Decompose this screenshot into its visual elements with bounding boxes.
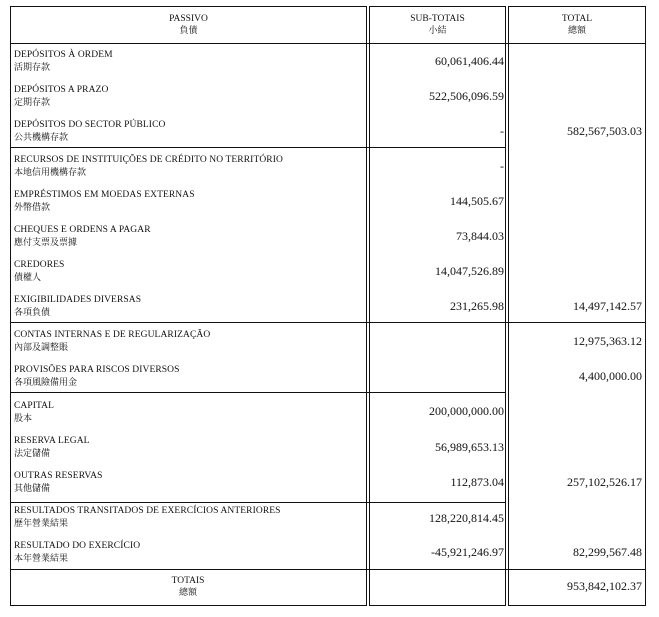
totals-label-pt: TOTAIS: [171, 576, 205, 586]
row-subtotal: -: [500, 159, 504, 173]
row-label-pt: DEPÓSITOS DO SECTOR PÚBLICO: [14, 120, 166, 130]
row-subtotal: 73,844.03: [456, 229, 504, 243]
passivo-header-label: PASSIVO: [169, 14, 208, 24]
row-label-zh: 其他儲備: [14, 484, 51, 494]
row-label-pt: CHEQUES E ORDENS A PAGAR: [14, 225, 151, 235]
row-label-pt: OUTRAS RESERVAS: [14, 471, 103, 481]
row-subtotal: 112,873.04: [450, 475, 504, 489]
row-label-zh: 內部及調整賬: [14, 343, 69, 353]
row-label-zh: 活期存款: [14, 63, 51, 73]
row-label: [14, 294, 141, 320]
row-label: [14, 505, 281, 531]
row-total: 582,567,503.03: [567, 124, 642, 138]
row-label-pt: RESULTADOS TRANSITADOS DE EXERCÍCIOS ANTERIORES: [14, 506, 281, 516]
subtotais-header-label: SUB-TOTAIS: [410, 14, 465, 24]
row-label: [14, 329, 210, 355]
row-total: 4,400,000.00: [579, 369, 642, 383]
row-total: 257,102,526.17: [567, 475, 642, 489]
row-subtotal: 56,989,653.13: [435, 440, 504, 454]
row-label-pt: RESERVA LEGAL: [14, 436, 90, 446]
row-subtotal: 200,000,000.00: [429, 404, 504, 418]
row-label-pt: RECURSOS DE INSTITUIÇÕES DE CRÉDITO NO TERRITÓRIO: [14, 155, 283, 165]
row-label: [14, 540, 140, 566]
row-label-pt: EMPRÉSTIMOS EM MOEDAS EXTERNAS: [14, 190, 195, 200]
totals-label-zh: 總額: [178, 588, 197, 598]
row-label-zh: 各項風險備用金: [14, 378, 78, 388]
row-label-pt: PROVISÕES PARA RISCOS DIVERSOS: [14, 365, 180, 375]
row-label-zh: 歷年營業結果: [14, 519, 69, 529]
row-label: [14, 470, 102, 496]
row-subtotal: -45,921,246.97: [431, 545, 504, 559]
row-label: [14, 84, 108, 110]
row-label-zh: 各項負債: [14, 308, 51, 318]
row-label-pt: DEPÓSITOS À ORDEM: [14, 50, 113, 60]
row-label-pt: DEPÓSITOS A PRAZO: [14, 85, 109, 95]
row-total: 14,497,142.57: [573, 299, 642, 313]
row-label: [14, 259, 64, 285]
totals-label: [10, 575, 366, 599]
row-label: [14, 154, 283, 180]
row-total: 12,975,363.12: [573, 334, 642, 348]
row-label-zh: 外幣借款: [14, 203, 51, 213]
row-label-pt: EXIGIBILIDADES DIVERSAS: [14, 295, 142, 305]
total-header: [508, 13, 646, 37]
row-subtotal: -: [500, 124, 504, 138]
row-label-pt: CONTAS INTERNAS E DE REGULARIZAÇÃO: [14, 330, 211, 340]
passivo-header: [10, 13, 367, 37]
row-label: [14, 364, 180, 390]
balance-sheet-liabilities: [10, 6, 646, 606]
row-label: [14, 189, 195, 215]
row-label-pt: CREDORES: [14, 260, 65, 270]
row-label: [14, 435, 90, 461]
row-label-zh: 本年營業結果: [14, 554, 69, 564]
passivo-header-label-zh: 負債: [179, 26, 198, 36]
row-subtotal: 60,061,406.44: [435, 54, 504, 68]
totals-divider: [10, 569, 646, 570]
row-label-zh: 公共機構存款: [14, 133, 69, 143]
row-subtotal: 522,506,096.59: [429, 89, 504, 103]
group-divider: [10, 147, 506, 148]
group-divider: [10, 322, 646, 323]
row-label-zh: 法定儲備: [14, 449, 51, 459]
row-label-zh: 應付支票及票據: [14, 238, 78, 248]
totals-value: 953,842,102.37: [567, 579, 642, 593]
subtotais-header: [369, 13, 506, 37]
row-subtotal: 144,505.67: [450, 194, 504, 208]
header-divider: [10, 43, 646, 44]
row-total: 82,299,567.48: [573, 545, 642, 559]
row-subtotal: 14,047,526.89: [435, 264, 504, 278]
row-label: [14, 400, 54, 426]
row-subtotal: 128,220,814.45: [429, 511, 504, 525]
row-subtotal: 231,265.98: [450, 299, 504, 313]
row-label: [14, 224, 151, 250]
row-label: [14, 119, 165, 145]
row-label-zh: 本地信用機構存款: [14, 168, 87, 178]
row-label-zh: 定期存款: [14, 98, 51, 108]
row-label-zh: 股本: [14, 414, 33, 424]
subtotais-header-label-zh: 小結: [428, 26, 447, 36]
row-label-pt: RESULTADO DO EXERCÍCIO: [14, 541, 141, 551]
group-divider: [10, 502, 506, 503]
row-label: [14, 49, 113, 75]
group-divider: [10, 392, 506, 393]
row-label-pt: CAPITAL: [14, 401, 55, 411]
total-header-label: TOTAL: [561, 14, 593, 24]
total-header-label-zh: 總額: [567, 26, 586, 36]
row-label-zh: 債權人: [14, 273, 42, 283]
